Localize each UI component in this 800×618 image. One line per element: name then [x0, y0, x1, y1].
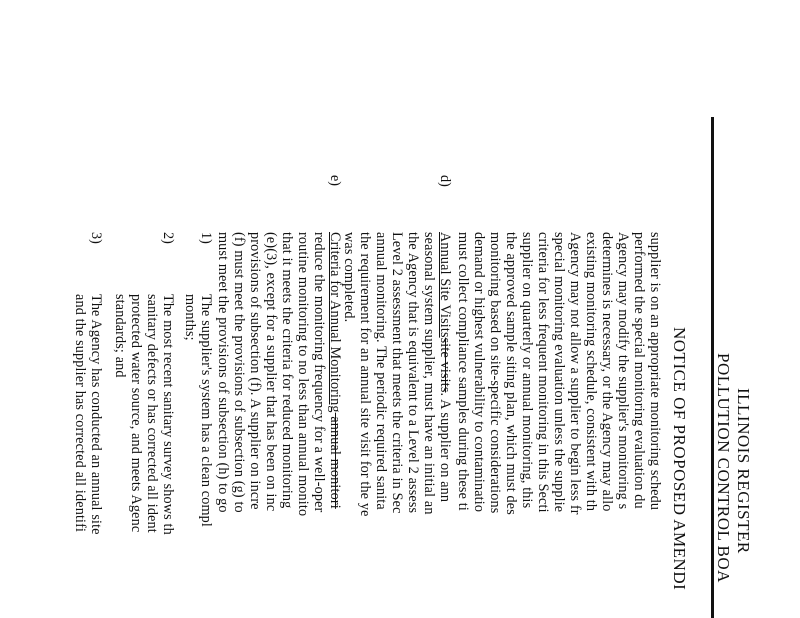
section-e-first-line: [328, 232, 342, 509]
body-line: supplier on quarterly or annual monitoring, this: [519, 232, 535, 509]
body-line: supplier is on an appropriate monitoring schedu: [647, 232, 663, 511]
body-line: seasonal system supplier, must have an initial an: [421, 232, 437, 515]
body-line: Level 2 assessment that meets the criteria in Sec: [389, 232, 405, 514]
body-line: performed the special monitoring evaluation du: [631, 232, 647, 509]
body-line: the requirement for an annual site visit for the ye: [357, 232, 373, 517]
body-line: Agency may modify the supplier's monitoring s: [615, 232, 631, 510]
item-1-line: The supplier's system has a clean compl: [198, 294, 214, 527]
body-line: criteria for less frequent monitoring in this Secti: [535, 232, 551, 513]
body-line: (f) must meet the provisions of subsection (g) to: [231, 232, 247, 513]
body-line: provisions of subsection (f). A supplier on incre: [247, 232, 263, 510]
section-e-label: e): [327, 175, 343, 187]
journal-title: ILLINOIS REGISTER: [734, 388, 753, 554]
inserted-text: Annual Site Visits: [437, 232, 453, 338]
item-2-label: 2): [160, 232, 176, 244]
body-line: the approved sample siting plan, which must des: [503, 232, 519, 515]
body-line: existing monitoring schedule, consistent with th: [583, 232, 599, 512]
body-line: was completed.: [341, 232, 357, 323]
item-2-line: standards; and: [112, 294, 128, 378]
item-1-label: 1): [198, 232, 214, 244]
section-d-first-line: [438, 232, 452, 502]
body-line: Agency may not allow a supplier to begin less fr: [567, 232, 583, 515]
body-line: must collect compliance samples during these ti: [455, 232, 471, 511]
struck-text: annual monitori: [327, 412, 343, 509]
header-rule: [711, 117, 714, 618]
body-line: (e)(3), except for a supplier that has been on inc: [263, 232, 279, 512]
item-3-label: 3): [88, 232, 104, 244]
item-1-line: months;: [182, 294, 198, 341]
inserted-text: Annual Monitoring: [327, 300, 343, 413]
inserted-text: Criteria for: [327, 232, 343, 301]
section-d-label: d): [437, 175, 453, 187]
line-text: . A supplier on ann: [437, 392, 453, 503]
body-line: that it meets the criteria for reduced monitoring: [279, 232, 295, 509]
body-line: monitoring based on site-specific considerations: [487, 232, 503, 514]
body-line: annual monitoring. The periodic required sanita: [373, 232, 389, 510]
item-2-line: protected water source, and meets Agenc: [128, 294, 144, 533]
body-line: the Agency that is equivalent to a Level 2 assess: [405, 232, 421, 514]
item-2-line: sanitary defects or has corrected all ident: [144, 294, 160, 533]
notice-title: NOTICE OF PROPOSED AMENDI: [670, 327, 689, 591]
body-line: determines is necessary, or the Agency may allo: [599, 232, 615, 512]
item-3-line: and the supplier has corrected all identifi: [72, 294, 88, 533]
board-title: POLLUTION CONTROL BOA: [714, 353, 733, 583]
body-line: routine monitoring to no less than annual monito: [295, 232, 311, 517]
body-line: special monitoring evaluation unless the supplie: [551, 232, 567, 513]
struck-text: site visits: [437, 337, 453, 393]
item-3-line: The Agency has conducted an annual site: [88, 294, 104, 535]
body-line: demand or highest vulnerability to contaminatio: [471, 232, 487, 513]
item-2-line: The most recent sanitary survey shows th: [160, 294, 176, 535]
body-line: must meet the provisions of subsection (h) to go: [215, 232, 231, 513]
body-line: reduce the monitoring frequency for a well-oper: [311, 232, 327, 513]
